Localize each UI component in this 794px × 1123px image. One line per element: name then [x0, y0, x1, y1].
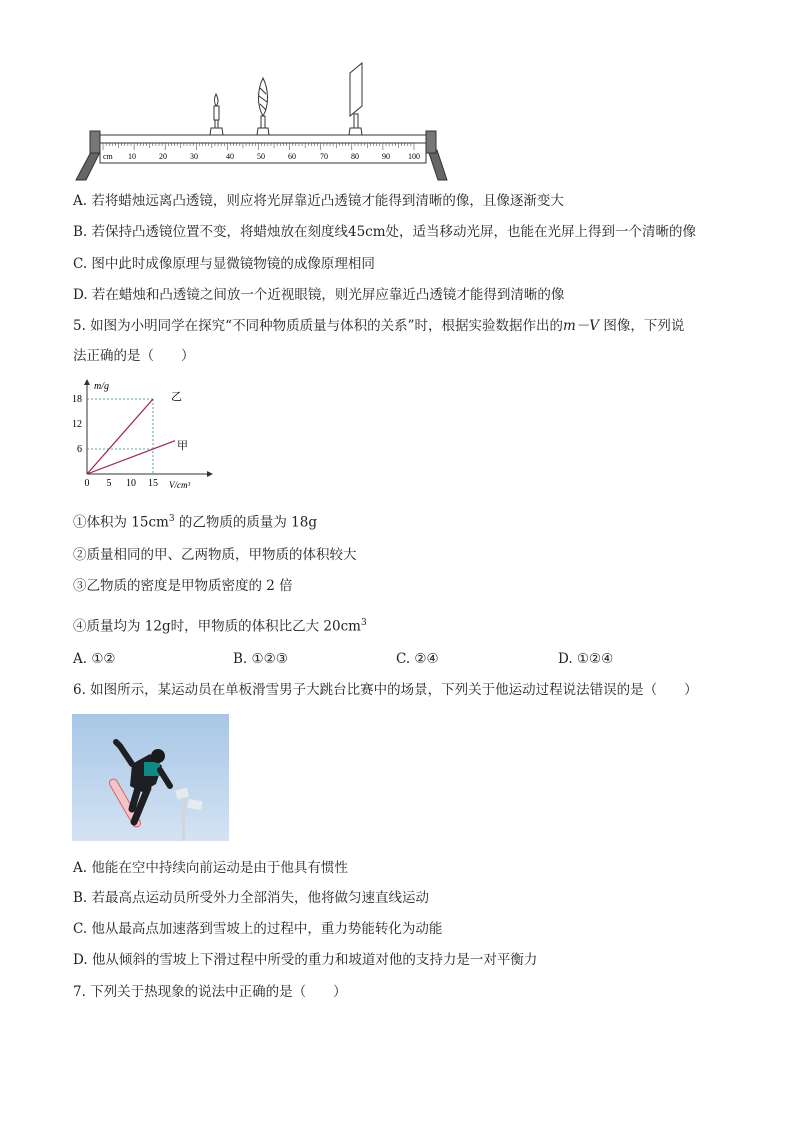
ruler-label-20: 20 [159, 152, 167, 161]
q5-stem-part1: 5. 如图为小明同学在探究“不同种物质质量与体积的关系”时，根据实验数据作出的 [73, 318, 563, 334]
light-screen [349, 63, 362, 135]
ruler-label-60: 60 [288, 152, 296, 161]
ruler-unit: cm [103, 152, 113, 161]
ruler-label-100: 100 [408, 152, 420, 161]
q5-stem-part2: 图像，下列说 [599, 318, 685, 334]
q4-option-b: B. 若保持凸透镜位置不变，将蜡烛放在刻度线45cm处，适当移动光屏，也能在光屏上得到一个清晰的像 [73, 224, 697, 240]
x-tick-label: 5 [106, 478, 112, 489]
q5-s4-pre: ④质量均为 12g时，甲物质的体积比乙大 20cm [73, 618, 361, 635]
ruler-label-30: 30 [190, 152, 198, 161]
q5-statement-3: ③乙物质的密度是甲物质密度的 2 倍 [73, 578, 293, 594]
q5-s1-sup: 3 [168, 514, 175, 524]
q5-stem-math: m－V [562, 318, 600, 334]
q4-option-d: D. 若在蜡烛和凸透镜之间放一个近视眼镜，则光屏应靠近凸透镜才能得到清晰的像 [73, 287, 565, 303]
q7-stem: 7. 下列关于热现象的说法中正确的是（ ） [73, 984, 347, 1000]
optical-bench-figure [70, 58, 450, 183]
q5-option-b: B. ①②③ [233, 651, 288, 667]
y-tick-label: 18 [72, 394, 82, 405]
q5-statement-1 [73, 510, 317, 532]
graph-series-jia-label: 甲 [177, 440, 188, 452]
x-tick-label: 10 [126, 478, 136, 489]
bench-rail [100, 135, 426, 143]
q5-s1-post: 的乙物质的质量为 18g [174, 514, 317, 531]
q5-stem-line2: 法正确的是（ ） [73, 348, 195, 364]
q4-option-a: A. 若将蜡烛远离凸透镜，则应将光屏靠近凸透镜才能得到清晰的像，且像逐渐变大 [73, 193, 564, 209]
graph-series-yi-label: 乙 [171, 391, 182, 403]
q5-s4-sup: 3 [360, 618, 367, 628]
bench-left-block [90, 131, 100, 153]
q5-stem-line1 [73, 317, 684, 335]
ruler-label-10: 10 [128, 152, 136, 161]
y-tick-label: 12 [72, 419, 82, 430]
ruler-label-80: 80 [351, 152, 359, 161]
q6-option-c: C. 他从最高点加速落到雪坡上的过程中，重力势能转化为动能 [73, 921, 443, 937]
ruler-label-40: 40 [226, 152, 234, 161]
q5-option-d: D. ①②④ [558, 651, 614, 667]
q5-s1-pre: ①体积为 15cm [73, 514, 169, 531]
q6-stem: 6. 如图所示，某运动员在单板滑雪男子大跳台比赛中的场景，下列关于他运动过程说法错误的是（ ） [73, 682, 698, 698]
graph-y-axis-label: m/g [94, 381, 109, 392]
q6-option-b: B. 若最高点运动员所受外力全部消失，他将做匀速直线运动 [73, 890, 430, 906]
q5-statement-4 [73, 614, 367, 636]
ruler-label-50: 50 [257, 152, 265, 161]
y-tick-label: 6 [77, 444, 82, 455]
q5-option-a: A. ①② [73, 651, 116, 667]
snowboarder-photo [72, 714, 229, 841]
ruler-label-70: 70 [320, 152, 328, 161]
series-line-1 [87, 441, 175, 474]
bench-right-block [426, 131, 436, 153]
q4-option-c: C. 图中此时成像原理与显微镜物镜的成像原理相同 [73, 256, 375, 272]
x-tick-label: 15 [148, 478, 158, 489]
convex-lens [257, 78, 269, 135]
q5-option-c: C. ②④ [396, 651, 439, 667]
x-tick-label: 0 [84, 478, 90, 489]
q6-option-a: A. 他能在空中持续向前运动是由于他具有惯性 [73, 860, 348, 876]
series-line-0 [87, 399, 153, 474]
graph-x-axis-label: V/cm³ [169, 480, 191, 490]
bench-right-leg [428, 150, 447, 180]
candle [210, 94, 223, 135]
q6-option-d: D. 他从倾斜的雪坡上下滑过程中所受的重力和坡道对他的支持力是一对平衡力 [73, 952, 538, 968]
q5-statement-2: ②质量相同的甲、乙两物质，甲物质的体积较大 [73, 547, 357, 563]
bench-left-leg [76, 150, 101, 180]
ruler-label-90: 90 [382, 152, 390, 161]
mass-volume-graph [70, 375, 220, 495]
